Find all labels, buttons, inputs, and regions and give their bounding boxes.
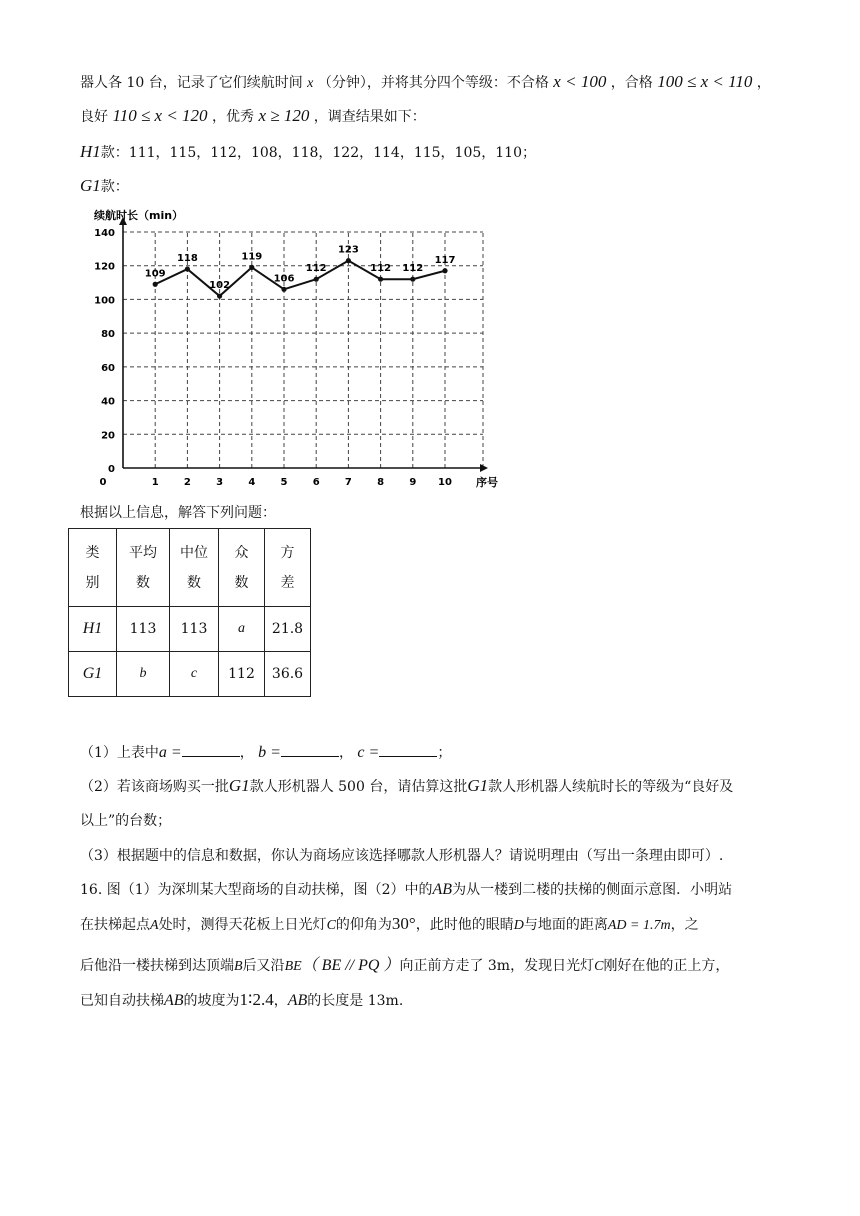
intro-text: ，合格	[610, 75, 653, 91]
blank-c[interactable]	[379, 742, 437, 757]
origin-label: 0	[99, 477, 107, 488]
data-label: 102	[209, 280, 231, 292]
x-tick-label: 9	[409, 477, 417, 488]
cell-category: G1	[69, 652, 117, 697]
condition-good: 110 ≤ x < 120	[112, 106, 208, 125]
cell-mean: b	[117, 652, 170, 697]
intro-line-2	[80, 106, 426, 126]
blank-c-label: c =	[357, 744, 380, 761]
g1-line-chart	[80, 205, 500, 490]
data-label: 117	[434, 254, 456, 266]
condition-fail: x < 100	[553, 72, 607, 91]
stats-table	[68, 528, 311, 697]
g1-label-line	[80, 176, 129, 196]
y-tick-label: 40	[101, 396, 115, 408]
cell-median: 113	[170, 607, 219, 652]
x-tick-label: 8	[377, 477, 385, 488]
x-tick-label: 6	[312, 477, 320, 488]
intro-text: 器人各 10 台，记录了它们续航时间	[80, 75, 303, 91]
y-tick-label: 120	[94, 261, 115, 273]
header-category: 类 别	[69, 529, 117, 607]
cell-variance: 36.6	[265, 652, 311, 697]
x-tick-label: 7	[344, 477, 352, 488]
h1-data-line	[80, 142, 536, 162]
data-point	[185, 266, 190, 271]
data-point	[378, 277, 383, 282]
x-tick-label: 1	[151, 477, 159, 488]
intro-text: ，	[756, 75, 771, 91]
h1-suffix: 款：	[100, 145, 129, 161]
x-axis-arrow-icon	[480, 464, 488, 472]
x-tick-label: 5	[280, 477, 288, 488]
problem-16-line-1: 16. 图（1）为深圳某大型商场的自动扶梯，图（2）中的AB为从一楼到二楼的扶梯的侧面示意图．小明站	[80, 881, 733, 898]
cell-mode: 112	[219, 652, 265, 697]
problem-16-line-4: 已知自动扶梯AB的坡度为1∶2.4，AB的长度是 13m.	[80, 990, 404, 1009]
question-2-line-1: （2）若该商场购买一批G1款人形机器人 500 台，请估算这批G1款人形机器人续航时长的等级为“良好及	[80, 776, 734, 795]
var-x: x	[307, 76, 314, 91]
problem-16-line-3: 后他沿一楼扶梯到达顶端B后又沿BE（ BE // PQ ）向正前方走了 3m，发现日光灯C刚好在他的正上方，	[80, 957, 730, 974]
data-point	[281, 287, 286, 292]
x-tick-label: 2	[183, 477, 191, 488]
x-tick-label: 10	[438, 477, 452, 488]
g1-suffix: 款：	[100, 179, 129, 195]
data-label: 123	[337, 244, 359, 256]
y-tick-label: 140	[94, 228, 115, 239]
intro-text: ，调查结果如下：	[313, 109, 426, 125]
condition-excellent: x ≥ 120	[258, 106, 310, 125]
condition-pass: 100 ≤ x < 110	[657, 72, 753, 91]
x-axis-label: 序号	[476, 476, 498, 489]
data-label: 106	[273, 273, 295, 285]
y-tick-label: 80	[101, 329, 115, 341]
blank-a-label: a =	[158, 744, 182, 761]
question-3: （3）根据题中的信息和数据，你认为商场应该选择哪款人形机器人？请说明理由（写出一条理由即可）.	[80, 848, 724, 864]
cell-mean: 113	[117, 607, 170, 652]
data-label: 112	[402, 263, 424, 275]
cell-category: H1	[69, 607, 117, 652]
x-tick-label: 3	[216, 477, 224, 488]
problem-16-line-2: 在扶梯起点A处时，测得天花板上日光灯C的仰角为30°，此时他的眼睛D与地面的距离AD = 1.7m，之	[80, 914, 699, 933]
blank-b-label: b =	[258, 744, 281, 761]
blank-a[interactable]	[182, 742, 240, 757]
header-mode: 众 数	[219, 529, 265, 607]
blank-b[interactable]	[281, 742, 339, 757]
data-point	[346, 258, 351, 263]
question-2-line-2: 以上”的台数；	[80, 813, 172, 829]
intro-line-1	[80, 72, 771, 92]
header-median: 中位 数	[170, 529, 219, 607]
g1-label: G1	[80, 176, 101, 195]
data-label: 112	[305, 263, 327, 275]
data-label: 119	[241, 251, 263, 263]
cell-mode: a	[219, 607, 265, 652]
data-point	[442, 268, 447, 273]
table-row	[69, 607, 311, 652]
y-axis-label: 续航时长（min）	[94, 209, 184, 222]
y-tick-label: 20	[101, 430, 115, 442]
intro-text: 良好	[80, 109, 108, 125]
h1-label: H1	[80, 142, 101, 161]
y-tick-label: 100	[94, 295, 115, 307]
y-tick-label: 60	[101, 362, 115, 374]
question-1: （1）上表中a = ， b = ， c = ；	[80, 744, 452, 761]
header-variance: 方 差	[265, 529, 311, 607]
header-mean: 平均 数	[117, 529, 170, 607]
table-intro: 根据以上信息，解答下列问题：	[80, 505, 276, 521]
data-label: 118	[176, 253, 198, 265]
y-tick-label: 0	[108, 464, 115, 475]
cell-variance: 21.8	[265, 607, 311, 652]
cell-median: c	[170, 652, 219, 697]
data-label: 112	[370, 263, 392, 275]
data-label: 109	[144, 268, 166, 280]
data-point	[314, 277, 319, 282]
table-row	[69, 652, 311, 697]
data-point	[153, 282, 158, 287]
h1-values: 111，115，112，108，118，122，114，115，105，110；	[128, 145, 536, 161]
intro-text: ，优秀	[212, 109, 254, 125]
data-point	[410, 277, 415, 282]
table-header-row	[69, 529, 311, 607]
data-point	[249, 265, 254, 270]
intro-text: （分钟），并将其分四个等级：不合格	[317, 75, 549, 91]
x-tick-label: 4	[248, 477, 256, 488]
data-point	[217, 293, 222, 298]
